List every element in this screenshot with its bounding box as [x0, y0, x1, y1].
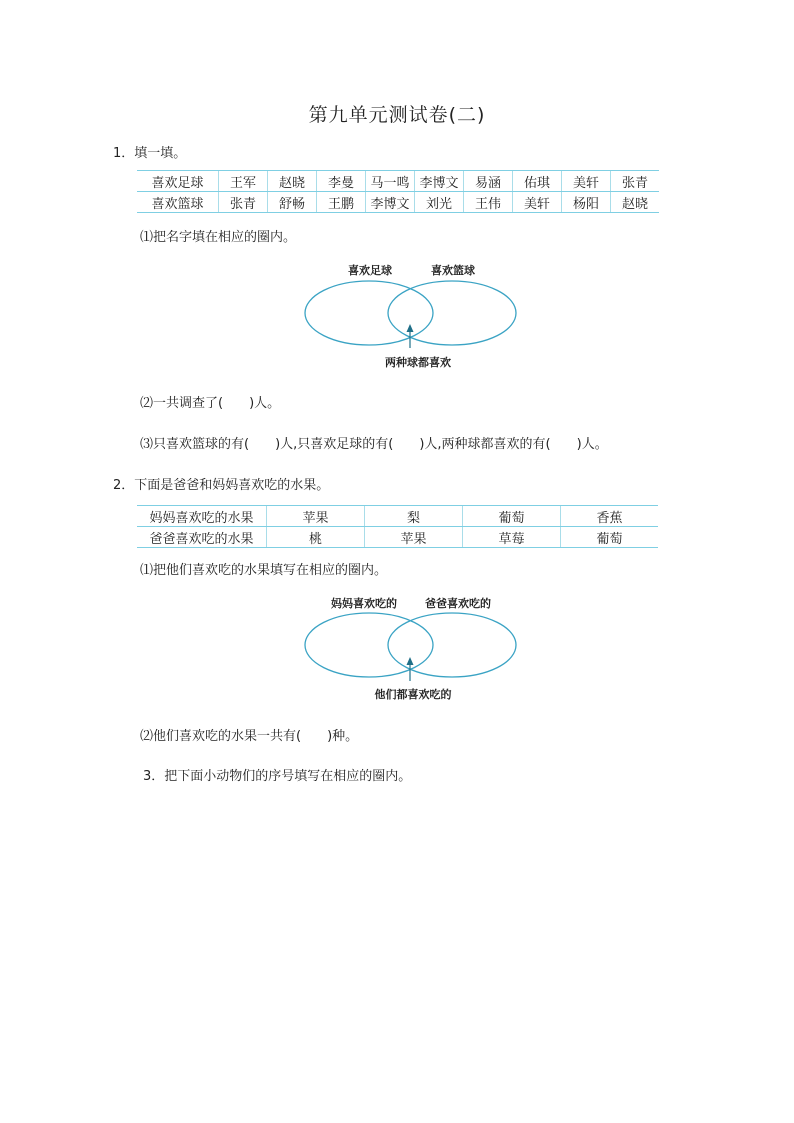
table-row — [137, 527, 658, 548]
q1-sub3: ⑶只喜欢篮球的有( )人,只喜欢足球的有( )人,两种球都喜欢的有( )人。 — [140, 437, 608, 452]
q3-heading: 3．把下面小动物们的序号填写在相应的圈内。 — [143, 769, 412, 784]
q1-venn-diagram — [298, 258, 528, 373]
table-cell: 葡萄 — [561, 527, 659, 548]
row-label: 爸爸喜欢吃的水果 — [137, 527, 267, 548]
row-label: 妈妈喜欢吃的水果 — [137, 506, 267, 527]
page-title: 第九单元测试卷(二) — [308, 104, 486, 126]
table-cell: 王军 — [219, 171, 268, 192]
table-cell: 苹果 — [365, 527, 463, 548]
row-label: 喜欢足球 — [137, 171, 219, 192]
table-cell: 葡萄 — [463, 506, 561, 527]
table-cell: 梨 — [365, 506, 463, 527]
q1-heading: 1．填一填。 — [113, 146, 187, 161]
table-cell: 桃 — [267, 527, 365, 548]
table-cell: 马一鸣 — [366, 171, 415, 192]
row-label: 喜欢篮球 — [137, 192, 219, 213]
table-cell: 香蕉 — [561, 506, 659, 527]
venn-left-label: 喜欢足球 — [348, 264, 392, 277]
table-cell: 舒畅 — [268, 192, 317, 213]
venn-right-label: 喜欢篮球 — [431, 264, 475, 277]
venn-left-label: 妈妈喜欢吃的 — [331, 597, 397, 610]
q2-table — [137, 505, 658, 548]
table-cell: 李博文 — [415, 171, 464, 192]
table-cell: 杨阳 — [562, 192, 611, 213]
table-cell: 王伟 — [464, 192, 513, 213]
arrow-head-icon — [407, 657, 414, 665]
venn-bottom-label: 两种球都喜欢 — [385, 356, 451, 369]
table-cell: 张青 — [219, 192, 268, 213]
table-cell: 草莓 — [463, 527, 561, 548]
table-cell: 赵晓 — [268, 171, 317, 192]
table-cell: 刘光 — [415, 192, 464, 213]
venn-left-circle — [305, 281, 433, 345]
venn-right-circle — [388, 613, 516, 677]
table-row — [137, 192, 659, 213]
venn-right-label: 爸爸喜欢吃的 — [425, 597, 491, 610]
table-cell: 美轩 — [562, 171, 611, 192]
arrow-head-icon — [407, 324, 414, 332]
table-cell: 佑琪 — [513, 171, 562, 192]
q2-venn-diagram — [298, 592, 528, 707]
q1-sub1: ⑴把名字填在相应的圈内。 — [140, 230, 297, 245]
table-cell: 李曼 — [317, 171, 366, 192]
table-cell: 赵晓 — [611, 192, 660, 213]
venn-right-circle — [388, 281, 516, 345]
table-cell: 王鹏 — [317, 192, 366, 213]
table-cell: 张青 — [611, 171, 660, 192]
q1-table — [137, 170, 659, 213]
table-cell: 美轩 — [513, 192, 562, 213]
venn-left-circle — [305, 613, 433, 677]
table-cell: 易涵 — [464, 171, 513, 192]
q2-heading: 2．下面是爸爸和妈妈喜欢吃的水果。 — [113, 478, 330, 493]
q2-sub2: ⑵他们喜欢吃的水果一共有( )种。 — [140, 729, 359, 744]
table-cell: 苹果 — [267, 506, 365, 527]
venn-bottom-label: 他们都喜欢吃的 — [374, 688, 452, 701]
table-row — [137, 506, 658, 527]
q2-sub1: ⑴把他们喜欢吃的水果填写在相应的圈内。 — [140, 563, 388, 578]
table-cell: 李博文 — [366, 192, 415, 213]
table-row — [137, 171, 659, 192]
q1-sub2: ⑵一共调查了( )人。 — [140, 396, 281, 411]
